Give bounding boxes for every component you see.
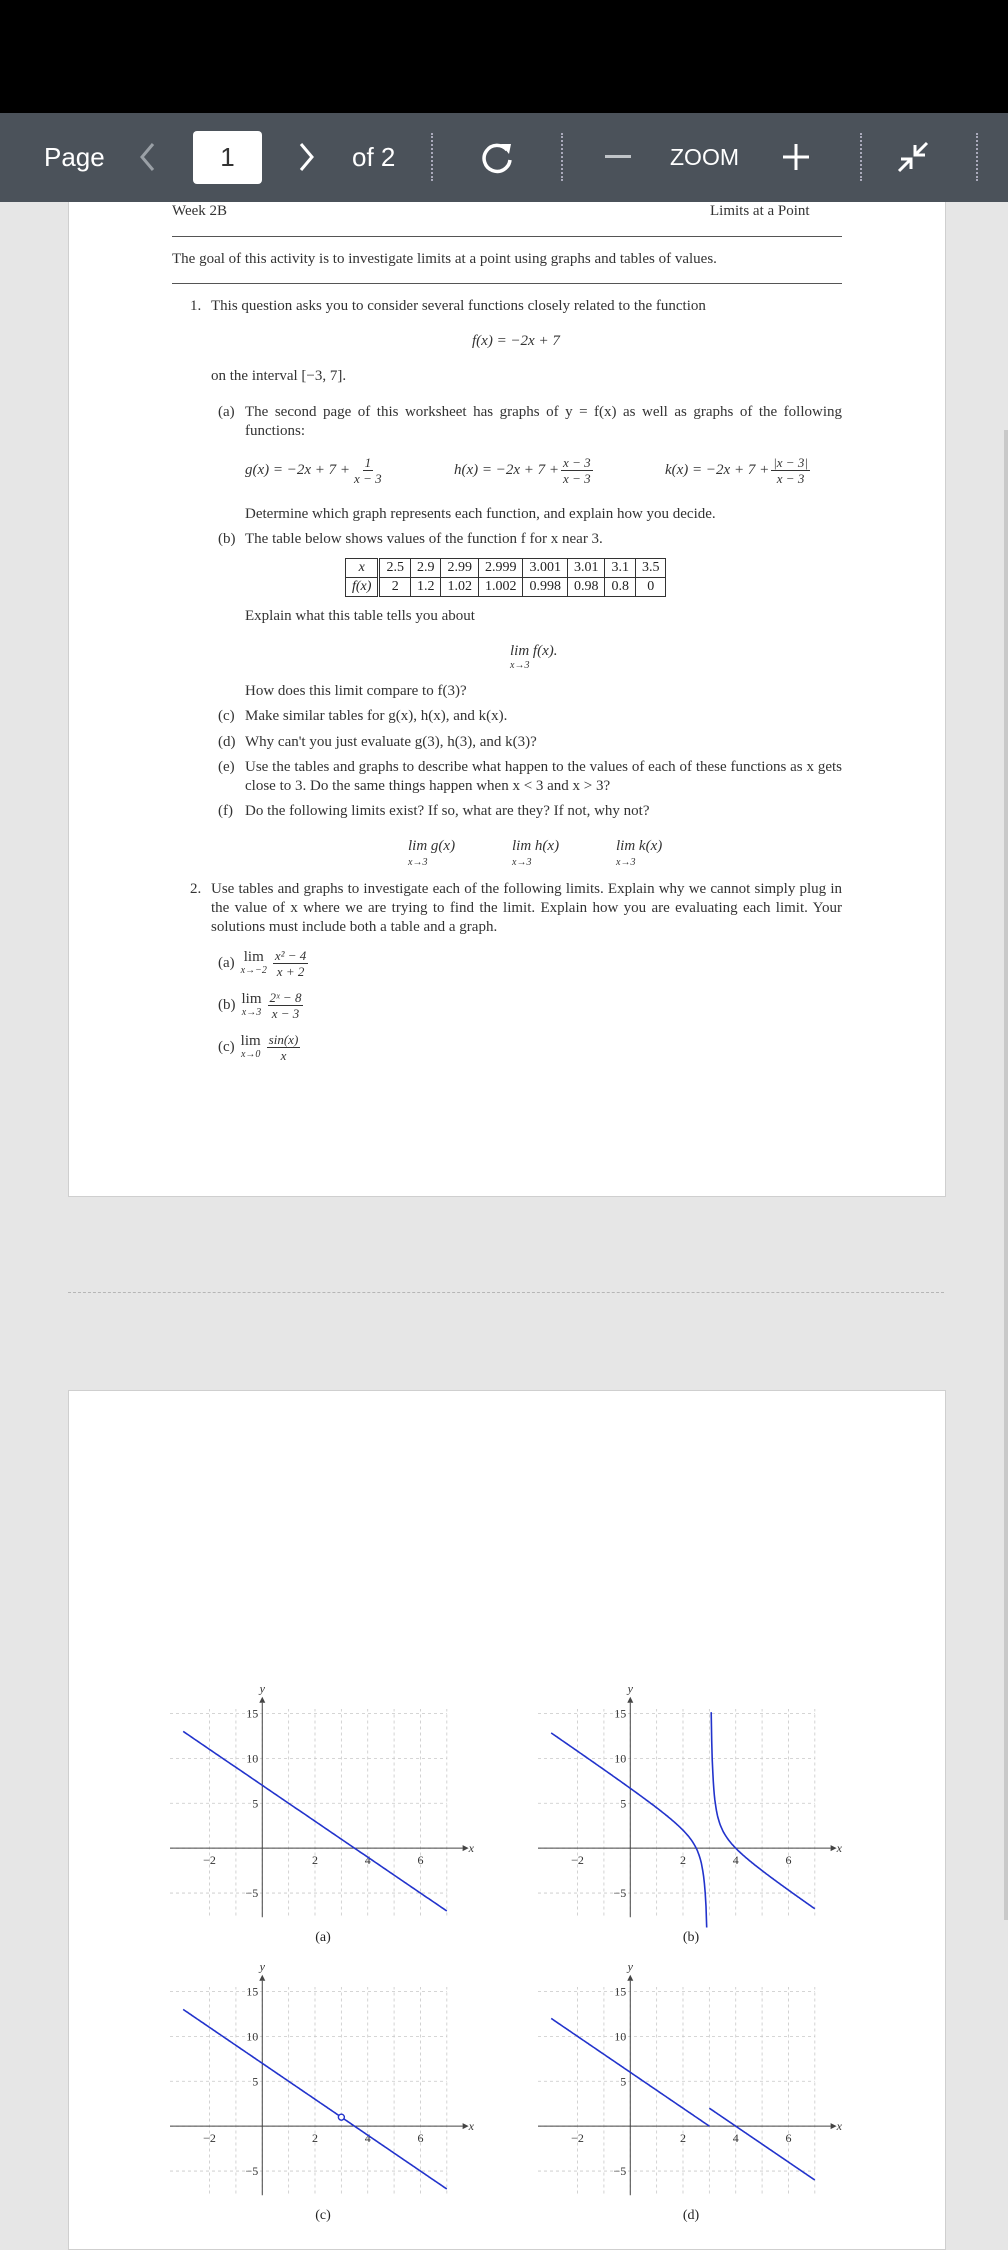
zoom-label: ZOOM <box>670 144 739 170</box>
q1a-text2: Determine which graph represents each function, and explain how you decide. <box>245 506 716 522</box>
q2b-label: (b) <box>218 997 236 1013</box>
y-tick-label: −5 <box>613 1886 627 1901</box>
h-definition <box>454 455 595 486</box>
q1e-label: (e) <box>218 759 235 775</box>
table-cell: 3.001 <box>523 559 568 578</box>
q2c-lim-text: lim <box>240 1032 261 1049</box>
q1f-text: Do the following limits exist? If so, what are they? If not, why not? <box>245 803 650 819</box>
x-tick-label: 2 <box>680 2131 686 2146</box>
q2a-sub: x→−2 <box>240 964 267 976</box>
x-tick-label: 4 <box>732 2131 739 2146</box>
q1-function: f(x) = −2x + 7 <box>472 333 560 349</box>
y-tick-label: 15 <box>614 1984 627 1999</box>
q2c-sub: x→0 <box>240 1048 261 1060</box>
y-tick-label: 15 <box>246 1706 259 1721</box>
q1f-label: (f) <box>218 803 233 819</box>
h-den: x − 3 <box>563 471 591 486</box>
k-definition <box>665 455 812 486</box>
x-tick-label: 2 <box>312 1853 318 1868</box>
y-axis-label: y <box>259 1959 265 1974</box>
q1a-label: (a) <box>218 404 235 420</box>
minus-icon <box>605 155 631 159</box>
table-cell: 2 <box>379 578 411 597</box>
q1-text: This question asks you to consider several functions closely related to the function <box>211 298 706 314</box>
q2a <box>218 948 310 979</box>
y-axis-arrow <box>259 1975 265 1981</box>
table-cell: 2.9 <box>410 559 441 578</box>
y-axis-label: y <box>259 1681 265 1696</box>
y-axis-arrow <box>259 1697 265 1703</box>
y-tick-label: 15 <box>614 1706 627 1721</box>
table-cell: 1.002 <box>478 578 523 597</box>
y-tick-label: 10 <box>614 1751 627 1766</box>
collapse-icon <box>896 140 930 174</box>
lim-h-sub: x→3 <box>512 857 532 868</box>
q1b-limit-text: lim f(x). <box>510 643 558 659</box>
lim-k-text: lim k(x) <box>616 838 663 854</box>
q2c-label: (c) <box>218 1039 235 1055</box>
y-tick-label: 10 <box>246 2029 259 2044</box>
q2c-fraction <box>267 1032 301 1063</box>
q2a-label: (a) <box>218 955 235 971</box>
g-definition <box>245 455 386 486</box>
y-axis-label: y <box>627 1959 633 1974</box>
rotate-icon <box>479 140 515 176</box>
x-tick-label: 4 <box>364 1853 371 1868</box>
page-number-input[interactable]: 1 <box>193 131 262 184</box>
rotate-button[interactable] <box>474 135 520 181</box>
h-num: x − 3 <box>563 455 591 470</box>
q1-number: 1. <box>190 298 202 314</box>
zoom-in-button[interactable] <box>776 135 816 179</box>
page-count-label: of 2 <box>352 142 396 172</box>
q2-text: Use tables and graphs to investigate each of the following limits. Explain why we cannot simply plug in the value of x where we are trying to find the limit. Explain how you are evaluating each limit. Your solutions must include both a table and a graph. <box>211 881 842 935</box>
q1b-text2: Explain what this table tells you about <box>245 608 475 624</box>
k-den: x − 3 <box>776 471 805 486</box>
q2a-lim-text: lim <box>243 948 264 965</box>
table-cell: 0.98 <box>567 578 605 597</box>
table-cell: 2.5 <box>379 559 411 578</box>
k-fraction <box>771 455 810 486</box>
table-cell: 3.5 <box>635 559 666 578</box>
x-tick-label: 6 <box>785 2131 792 2146</box>
q1b-limit <box>510 642 558 671</box>
table-cell: 0 <box>635 578 666 597</box>
g-def-text: g(x) = −2x + 7 + <box>245 462 351 478</box>
q2b-limit <box>241 990 262 1019</box>
graph-b <box>528 1670 848 1930</box>
x-axis-label: x <box>468 2119 474 2134</box>
y-tick-label: 5 <box>620 1796 627 1811</box>
y-axis-arrow <box>627 1975 633 1981</box>
x-axis-label: x <box>468 1841 474 1856</box>
q2c-den: x <box>280 1048 287 1063</box>
q1b-limit-sub <box>510 659 529 672</box>
graph-a <box>160 1670 480 1930</box>
q2a-fraction <box>273 948 308 979</box>
q2b-lim-text: lim <box>241 990 262 1007</box>
table-cell: 2.99 <box>441 559 479 578</box>
scrollbar[interactable] <box>1004 430 1008 1920</box>
q2c-num: sin(x) <box>268 1032 299 1047</box>
graph-c-hole <box>338 2114 344 2120</box>
lim-k <box>616 837 663 868</box>
y-tick-label: −5 <box>245 1886 259 1901</box>
graph-c <box>160 1948 480 2208</box>
prev-page-button[interactable] <box>128 135 168 179</box>
q1b-label: (b) <box>218 531 236 547</box>
q2a-limit <box>240 948 267 977</box>
zoom-out-button[interactable] <box>600 135 636 179</box>
q2b-fraction <box>268 990 304 1021</box>
q1a-text: The second page of this worksheet has graphs of y = f(x) as well as graphs of the following functions: <box>245 404 842 439</box>
lim-g-sub: x→3 <box>408 857 428 868</box>
x-tick-label: −2 <box>571 1853 584 1868</box>
h-fraction <box>561 455 593 486</box>
next-page-button[interactable] <box>286 135 326 179</box>
graph-c-right-segment <box>344 2119 447 2189</box>
table-row-fx <box>346 578 666 597</box>
q1d-text: Why can't you just evaluate g(3), h(3), and k(3)? <box>245 734 537 750</box>
y-axis-arrow <box>627 1697 633 1703</box>
q2b <box>218 990 305 1021</box>
g-fraction <box>352 455 384 486</box>
y-tick-label: 5 <box>252 1796 259 1811</box>
y-tick-label: 15 <box>246 1984 259 1999</box>
x-tick-label: −2 <box>203 1853 216 1868</box>
pdf-page-1 <box>68 202 946 1197</box>
table-row-x <box>346 559 666 578</box>
y-tick-label: −5 <box>613 2164 627 2179</box>
q1c-text: Make similar tables for g(x), h(x), and k(x). <box>245 708 508 724</box>
x-axis-label: x <box>836 1841 842 1856</box>
graph-c-label: (c) <box>315 2208 331 2223</box>
lim-g <box>408 837 456 868</box>
x-tick-label: −2 <box>571 2131 584 2146</box>
x-tick-label: 4 <box>364 2131 371 2146</box>
q1b-text: The table below shows values of the function f for x near 3. <box>245 531 603 547</box>
values-table <box>345 558 666 597</box>
g-den: x − 3 <box>354 471 382 486</box>
lim-h-text: lim h(x) <box>512 838 560 854</box>
y-tick-label: 5 <box>620 2074 627 2089</box>
table-cell: 1.2 <box>410 578 441 597</box>
y-axis-label: y <box>627 1681 633 1696</box>
q2b-den: x − 3 <box>271 1006 300 1021</box>
q1e-text: Use the tables and graphs to describe what happen to the values of each of these functions as x gets close to 3. Do the same things happen when x < 3 and x > 3? <box>245 759 842 794</box>
q2b-sub: x→3 <box>241 1006 262 1018</box>
header-left: Week 2B <box>172 203 228 219</box>
table-cell: 1.02 <box>441 578 479 597</box>
y-tick-label: −5 <box>245 2164 259 2179</box>
page-label: Page <box>44 142 105 172</box>
lim-h <box>512 837 560 868</box>
q1-interval: on the interval [−3, 7]. <box>211 368 347 384</box>
page-divider <box>68 1292 944 1293</box>
q1b-limit-sub-text: x→3 <box>510 660 530 671</box>
pdf-toolbar <box>0 113 1008 202</box>
x-tick-label: 6 <box>785 1853 792 1868</box>
q1b-text3: How does this limit compare to f(3)? <box>245 683 467 699</box>
chevron-right-icon <box>296 141 316 173</box>
graph-b-right-branch <box>711 1712 815 1909</box>
x-tick-label: 4 <box>732 1853 739 1868</box>
header-rule <box>172 236 842 237</box>
q2a-den: x + 2 <box>276 964 305 979</box>
q1d-label: (d) <box>218 734 236 750</box>
graph-a-label: (a) <box>315 1930 331 1945</box>
status-bar <box>0 0 1008 113</box>
graph-d-label: (d) <box>682 2208 700 2223</box>
q2-number: 2. <box>190 881 202 897</box>
x-tick-label: 6 <box>417 1853 424 1868</box>
graph-c-left-segment <box>183 2009 339 2115</box>
plus-icon <box>781 142 811 172</box>
x-tick-label: 2 <box>312 2131 318 2146</box>
q2c <box>218 1032 302 1063</box>
collapse-button[interactable] <box>888 135 938 179</box>
h-def-text: h(x) = −2x + 7 + <box>454 462 560 478</box>
k-num: |x − 3| <box>773 455 808 470</box>
x-tick-label: 2 <box>680 1853 686 1868</box>
y-tick-label: 5 <box>252 2074 259 2089</box>
graph-b-label: (b) <box>682 1930 700 1945</box>
q2b-num: 2ˣ − 8 <box>269 990 302 1005</box>
q2c-limit <box>240 1032 261 1061</box>
lim-k-sub: x→3 <box>616 857 636 868</box>
x-tick-label: −2 <box>203 2131 216 2146</box>
table-header-fx: f(x) <box>346 578 379 597</box>
table-cell: 2.999 <box>478 559 523 578</box>
k-def-text: k(x) = −2x + 7 + <box>665 462 770 478</box>
table-cell: 0.8 <box>605 578 636 597</box>
x-axis-label: x <box>836 2119 842 2134</box>
q1c-label: (c) <box>218 708 235 724</box>
table-cell: 0.998 <box>523 578 568 597</box>
y-tick-label: 10 <box>246 1751 259 1766</box>
table-header-x: x <box>346 559 379 578</box>
y-tick-label: 10 <box>614 2029 627 2044</box>
graph-d <box>528 1948 848 2208</box>
intro-rule <box>172 283 842 284</box>
header-right: Limits at a Point <box>710 203 810 219</box>
table-cell: 3.1 <box>605 559 636 578</box>
table-cell: 3.01 <box>567 559 605 578</box>
x-tick-label: 6 <box>417 2131 424 2146</box>
intro-text: The goal of this activity is to investigate limits at a point using graphs and tables of values. <box>172 251 717 267</box>
chevron-left-icon <box>138 141 158 173</box>
lim-g-text: lim g(x) <box>408 838 456 854</box>
g-num: 1 <box>364 455 372 470</box>
q2a-num: x² − 4 <box>274 948 307 963</box>
graph-b-left-branch <box>551 1733 707 1928</box>
